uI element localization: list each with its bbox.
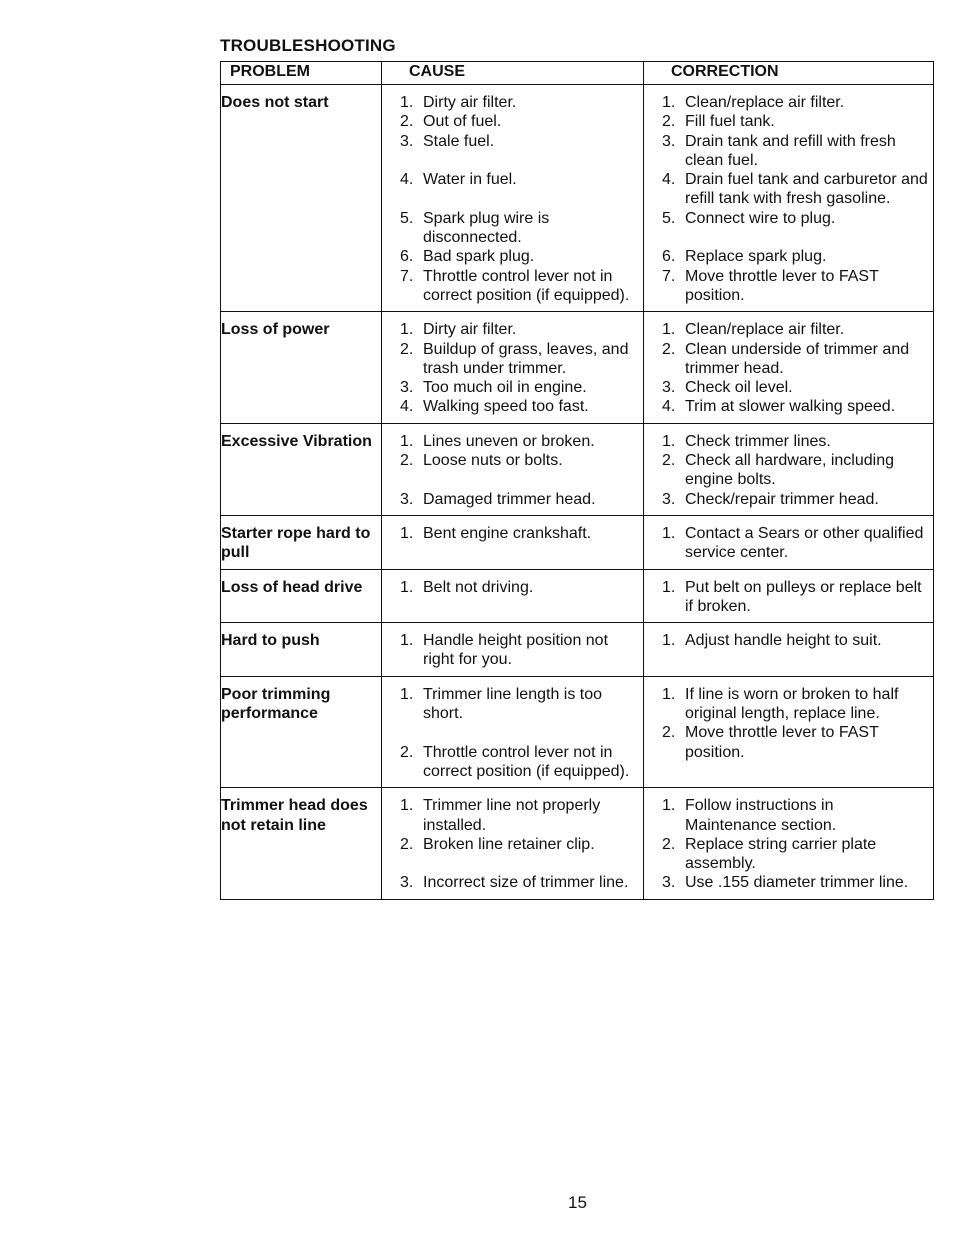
- item-text: Lines uneven or broken.: [423, 432, 595, 450]
- item-number: 1.: [400, 94, 414, 111]
- page-number: 15: [568, 1193, 587, 1212]
- list-item: [644, 93, 933, 112]
- correction-cell: [644, 788, 934, 899]
- list-item: [382, 743, 643, 782]
- correction-list: [644, 631, 933, 650]
- list-item: [382, 490, 643, 509]
- list-item: [382, 796, 643, 835]
- list-item: [644, 524, 933, 563]
- item-text: Trim at slower walking speed.: [685, 398, 896, 416]
- cause-list: [382, 432, 643, 509]
- item-text: Loose nuts or bolts.: [423, 452, 563, 470]
- item-text: Move throttle lever to FAST position.: [685, 267, 879, 304]
- list-item: [382, 578, 643, 597]
- item-number: 1.: [400, 797, 414, 815]
- item-number: 2.: [662, 452, 676, 470]
- item-text: Check trimmer lines.: [685, 432, 831, 450]
- item-number: 1.: [400, 321, 414, 339]
- item-number: 2.: [400, 743, 414, 761]
- item-text: Dirty air filter.: [423, 321, 517, 339]
- item-text: Adjust handle height to suit.: [685, 632, 882, 650]
- cause-list: [382, 685, 643, 781]
- item-number: 7.: [400, 267, 414, 285]
- list-item: [382, 397, 643, 416]
- problem-cell: Loss of head drive: [221, 569, 382, 623]
- item-number: 2.: [662, 835, 676, 853]
- list-item: [382, 340, 643, 379]
- list-item: [382, 835, 643, 854]
- cause-list: [382, 796, 643, 892]
- item-number: 7.: [662, 267, 676, 285]
- correction-list: [644, 796, 933, 892]
- item-number: 3.: [400, 379, 414, 397]
- item-text: Clean underside of trimmer and trimmer head.: [685, 340, 910, 377]
- list-item: [382, 432, 643, 451]
- item-number: 2.: [662, 724, 676, 742]
- item-text: Connect wire to plug.: [685, 209, 836, 227]
- problem-cell: Excessive Vibration: [221, 423, 382, 515]
- item-text: Walking speed too fast.: [423, 398, 589, 416]
- item-text: Water in fuel.: [423, 171, 517, 189]
- item-text: Check/repair trimmer head.: [685, 490, 879, 508]
- cause-cell: [382, 788, 644, 899]
- item-text: Bent engine crankshaft.: [423, 524, 592, 542]
- item-number: 4.: [400, 398, 414, 416]
- item-text: Damaged trimmer head.: [423, 490, 596, 508]
- correction-cell: [644, 676, 934, 787]
- item-text: Trimmer line length is too short.: [423, 685, 603, 723]
- correction-cell: [644, 312, 934, 423]
- correction-cell: [644, 569, 934, 623]
- table-row: [221, 676, 934, 787]
- list-item: [382, 873, 643, 892]
- cause-header: CAUSE: [382, 62, 644, 85]
- list-item: [644, 112, 933, 131]
- cause-cell: [382, 515, 644, 569]
- item-text: Clean/replace air filter.: [685, 94, 845, 111]
- item-text: Trimmer line not properly installed.: [423, 797, 601, 834]
- item-text: Belt not driving.: [423, 578, 534, 596]
- cause-list: [382, 93, 643, 305]
- item-text: If line is worn or broken to half original length, replace line.: [685, 685, 899, 723]
- correction-cell: [644, 423, 934, 515]
- item-number: 1.: [400, 524, 414, 542]
- list-item: [644, 631, 933, 650]
- list-item: [644, 209, 933, 228]
- problem-cell: Poor trimming performance: [221, 676, 382, 787]
- item-number: 1.: [662, 321, 676, 339]
- problem-cell: Does not start: [221, 85, 382, 312]
- item-number: 3.: [662, 490, 676, 508]
- item-text: Incorrect size of trimmer line.: [423, 874, 629, 892]
- list-item: [644, 132, 933, 171]
- item-number: 1.: [662, 432, 676, 450]
- item-text: Drain tank and refill with fresh clean fuel.: [685, 132, 896, 169]
- correction-list: [644, 320, 933, 416]
- correction-list: [644, 93, 933, 305]
- item-text: Buildup of grass, leaves, and trash under trimmer.: [423, 340, 629, 377]
- item-text: Check oil level.: [685, 379, 793, 397]
- problem-cell: Starter rope hard to pull: [221, 515, 382, 569]
- item-text: Put belt on pulleys or replace belt if broken.: [685, 578, 922, 615]
- correction-cell: [644, 623, 934, 677]
- table-row: [221, 85, 934, 312]
- list-item: [644, 170, 933, 209]
- list-item: [644, 432, 933, 451]
- list-item: [644, 723, 933, 762]
- item-number: 6.: [662, 248, 676, 266]
- table-body: [221, 85, 934, 900]
- item-text: Handle height position not right for you.: [423, 632, 609, 669]
- table-row: [221, 788, 934, 899]
- item-text: Broken line retainer clip.: [423, 835, 595, 853]
- item-number: 1.: [662, 797, 676, 815]
- item-text: Out of fuel.: [423, 113, 502, 131]
- table-row: [221, 423, 934, 515]
- item-number: 2.: [662, 340, 676, 358]
- list-item: [644, 796, 933, 835]
- item-number: 1.: [662, 524, 676, 542]
- list-item: [382, 93, 643, 112]
- cause-cell: [382, 312, 644, 423]
- cause-cell: [382, 85, 644, 312]
- list-item: [382, 631, 643, 670]
- item-number: 2.: [400, 835, 414, 853]
- item-text: Check all hardware, including engine bolts.: [685, 452, 894, 489]
- list-item: [382, 267, 643, 306]
- item-number: 3.: [662, 132, 676, 150]
- item-text: Spark plug wire is disconnected.: [423, 209, 550, 247]
- item-text: Dirty air filter.: [423, 94, 517, 111]
- problem-cell: Hard to push: [221, 623, 382, 677]
- item-text: Throttle control lever not in correct position (if equipped).: [423, 743, 630, 780]
- item-text: Too much oil in engine.: [423, 379, 587, 397]
- cause-cell: [382, 569, 644, 623]
- item-text: Contact a Sears or other qualified service center.: [685, 524, 924, 562]
- item-number: 3.: [400, 490, 414, 508]
- item-text: Fill fuel tank.: [685, 113, 775, 131]
- list-item: [644, 685, 933, 724]
- problem-cell: Trimmer head does not retain line: [221, 788, 382, 899]
- list-item: [382, 132, 643, 151]
- cause-list: [382, 320, 643, 416]
- item-number: 4.: [662, 398, 676, 416]
- list-item: [382, 524, 643, 543]
- list-item: [644, 578, 933, 617]
- item-text: Bad spark plug.: [423, 248, 535, 266]
- item-number: 1.: [400, 632, 414, 650]
- table-row: [221, 515, 934, 569]
- list-item: [644, 340, 933, 379]
- list-item: [644, 835, 933, 874]
- list-item: [644, 397, 933, 416]
- list-item: [382, 112, 643, 131]
- item-text: Throttle control lever not in correct position (if equipped).: [423, 267, 630, 304]
- item-number: 5.: [662, 209, 676, 227]
- list-item: [644, 451, 933, 490]
- list-item: [644, 378, 933, 397]
- item-number: 1.: [400, 432, 414, 450]
- list-item: [644, 873, 933, 892]
- cause-cell: [382, 676, 644, 787]
- header-row: [221, 62, 934, 85]
- list-item: [382, 170, 643, 189]
- item-text: Drain fuel tank and carburetor and refill tank with fresh gasoline.: [685, 171, 928, 208]
- cause-list: [382, 631, 643, 670]
- cause-list: [382, 524, 643, 543]
- item-text: Replace string carrier plate assembly.: [685, 835, 877, 873]
- item-number: 1.: [662, 94, 676, 111]
- correction-list: [644, 524, 933, 563]
- item-number: 1.: [400, 578, 414, 596]
- list-item: [644, 247, 933, 266]
- item-number: 3.: [400, 874, 414, 892]
- item-number: 3.: [662, 379, 676, 397]
- item-text: Replace spark plug.: [685, 248, 827, 266]
- item-number: 2.: [400, 340, 414, 358]
- item-number: 3.: [662, 874, 676, 892]
- item-number: 3.: [400, 132, 414, 150]
- correction-cell: [644, 515, 934, 569]
- cause-cell: [382, 623, 644, 677]
- list-item: [644, 490, 933, 509]
- list-item: [382, 378, 643, 397]
- table-row: [221, 623, 934, 677]
- list-item: [644, 320, 933, 339]
- list-item: [382, 451, 643, 470]
- item-number: 4.: [662, 171, 676, 189]
- item-number: 2.: [400, 113, 414, 131]
- list-item: [644, 267, 933, 306]
- item-text: Follow instructions in Maintenance section.: [685, 797, 837, 834]
- list-item: [382, 209, 643, 248]
- item-text: Move throttle lever to FAST position.: [685, 724, 879, 761]
- correction-list: [644, 685, 933, 762]
- item-text: Stale fuel.: [423, 132, 495, 150]
- list-item: [382, 247, 643, 266]
- page-title: TROUBLESHOOTING: [220, 36, 396, 55]
- item-number: 1.: [662, 632, 676, 650]
- item-text: Clean/replace air filter.: [685, 321, 845, 339]
- correction-cell: [644, 85, 934, 312]
- item-number: 1.: [662, 578, 676, 596]
- correction-list: [644, 432, 933, 509]
- table-row: [221, 569, 934, 623]
- cause-cell: [382, 423, 644, 515]
- item-number: 5.: [400, 209, 414, 227]
- cause-list: [382, 578, 643, 597]
- item-text: Use .155 diameter trimmer line.: [685, 874, 909, 892]
- list-item: [382, 320, 643, 339]
- table-row: [221, 312, 934, 423]
- troubleshooting-table: [220, 61, 934, 900]
- item-number: 4.: [400, 171, 414, 189]
- list-item: [382, 685, 643, 724]
- correction-header: CORRECTION: [644, 62, 934, 85]
- item-number: 2.: [400, 452, 414, 470]
- item-number: 1.: [400, 685, 414, 703]
- problem-header: PROBLEM: [221, 62, 382, 85]
- correction-list: [644, 578, 933, 617]
- item-number: 2.: [662, 113, 676, 131]
- item-number: 1.: [662, 685, 676, 703]
- item-number: 6.: [400, 248, 414, 266]
- problem-cell: Loss of power: [221, 312, 382, 423]
